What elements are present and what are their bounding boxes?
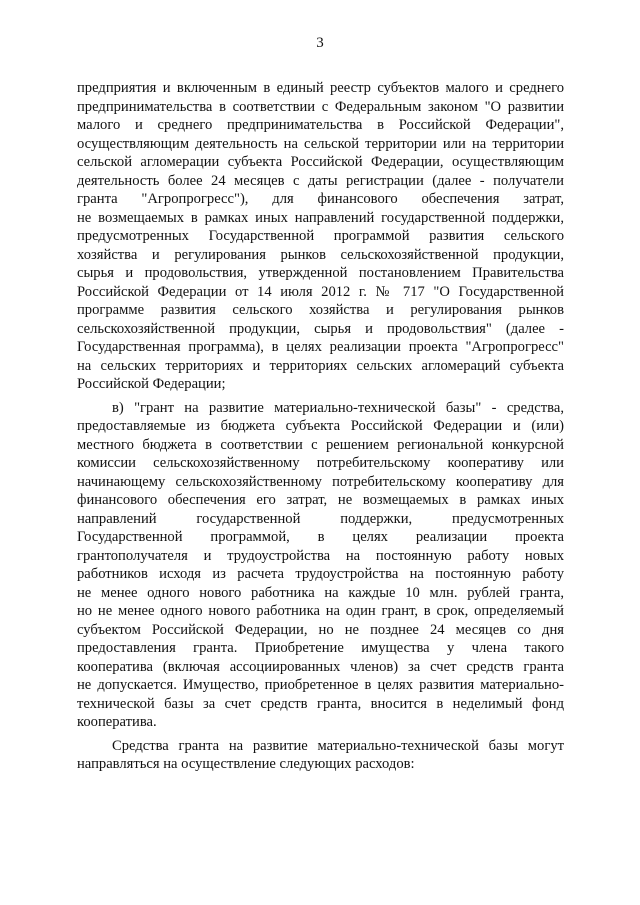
text-line: технической базы за счет средств гранта, вносится в неделимый фонд	[77, 695, 564, 712]
text-line: предприятия и включенным в единый реестр субъектов малого и среднего	[77, 80, 564, 96]
text-line: работников исходя из расчета трудоустройства на постоянную работу	[77, 566, 564, 582]
text-line: Государственная программа), в целях реализации проекта "Агропрогресс"	[77, 339, 564, 355]
text-line: предусмотренных Государственной программой развития сельского	[77, 228, 564, 244]
text-line: кооператива (включая ассоциированных членов) за счет средств гранта	[77, 658, 564, 675]
text-line: не менее одного нового работника на каждые 10 млн. рублей гранта,	[77, 584, 564, 601]
text-line: Средства гранта на развитие материально-технической базы могут	[112, 737, 564, 754]
text-line: малого и среднего предпринимательства в Российской Федерации",	[77, 117, 564, 133]
text-line: направляться на осуществление следующих расходов:	[77, 756, 415, 772]
text-line: гранта "Агропрогресс"), для финансового обеспечения затрат,	[77, 191, 564, 207]
paragraph	[77, 399, 564, 732]
text-line: сельскохозяйственной продукции, сырья и продовольствия" (далее -	[77, 320, 564, 337]
text-line: Российской Федерации;	[77, 376, 226, 392]
text-line: но не менее одного нового работника на один грант, в срок, определяемый	[77, 603, 564, 619]
text-line: кооператива.	[77, 714, 157, 730]
text-line: деятельность более 24 месяцев с даты регистрации (далее - получатели	[77, 172, 564, 189]
paragraph	[77, 79, 564, 394]
text-line: предоставления гранта. Приобретение имущества у члена такого	[77, 640, 564, 656]
text-line: хозяйства и регулирования рынков сельскохозяйственной продукции,	[77, 246, 564, 263]
text-line: местного бюджета в соответствии с решением региональной конкурсной	[77, 436, 564, 453]
text-line: субъектом Российской Федерации, но не позднее 24 месяцев со дня	[77, 621, 564, 638]
text-line: сельской агломерации субъекта Российской Федерации, осуществляющим	[77, 154, 564, 170]
text-line: направлений государственной поддержки, предусмотренных	[77, 510, 564, 527]
text-line: начинающему сельскохозяйственному потребительскому кооперативу для	[77, 473, 564, 490]
paragraph	[77, 737, 564, 774]
text-line: не возмещаемых в рамках иных направлений государственной поддержки,	[77, 209, 564, 226]
text-line: Российской Федерации от 14 июля 2012 г. № 717 "О Государственной	[77, 283, 564, 300]
text-line: финансового обеспечения его затрат, не возмещаемых в рамках иных	[77, 492, 564, 508]
text-line: сырья и продовольствия, утвержденной постановлением Правительства	[77, 265, 564, 281]
text-line: на сельских территориях и территориях сельских агломераций субъекта	[77, 357, 564, 374]
text-line: комиссии сельскохозяйственному потребительскому кооперативу или	[77, 455, 564, 471]
text-line: предоставляемые из бюджета субъекта Российской Федерации и (или)	[77, 418, 564, 434]
text-line: программе развития сельского хозяйства и регулирования рынков	[77, 302, 564, 318]
page-number: 3	[316, 35, 324, 51]
text-line: осуществляющим деятельность на сельской территории или на территории	[77, 135, 564, 152]
text-line: Государственной программой, в целях реализации проекта	[77, 529, 564, 545]
text-line: предпринимательства в соответствии с Федеральным законом "О развитии	[77, 98, 564, 115]
document-body	[77, 79, 564, 774]
text-line: в) "грант на развитие материально-технической базы" - средства,	[112, 399, 564, 416]
text-line: грантополучателя и трудоустройства на постоянную работу новых	[77, 547, 564, 564]
text-line: не допускается. Имущество, приобретенное в целях развития материально-	[77, 677, 564, 693]
